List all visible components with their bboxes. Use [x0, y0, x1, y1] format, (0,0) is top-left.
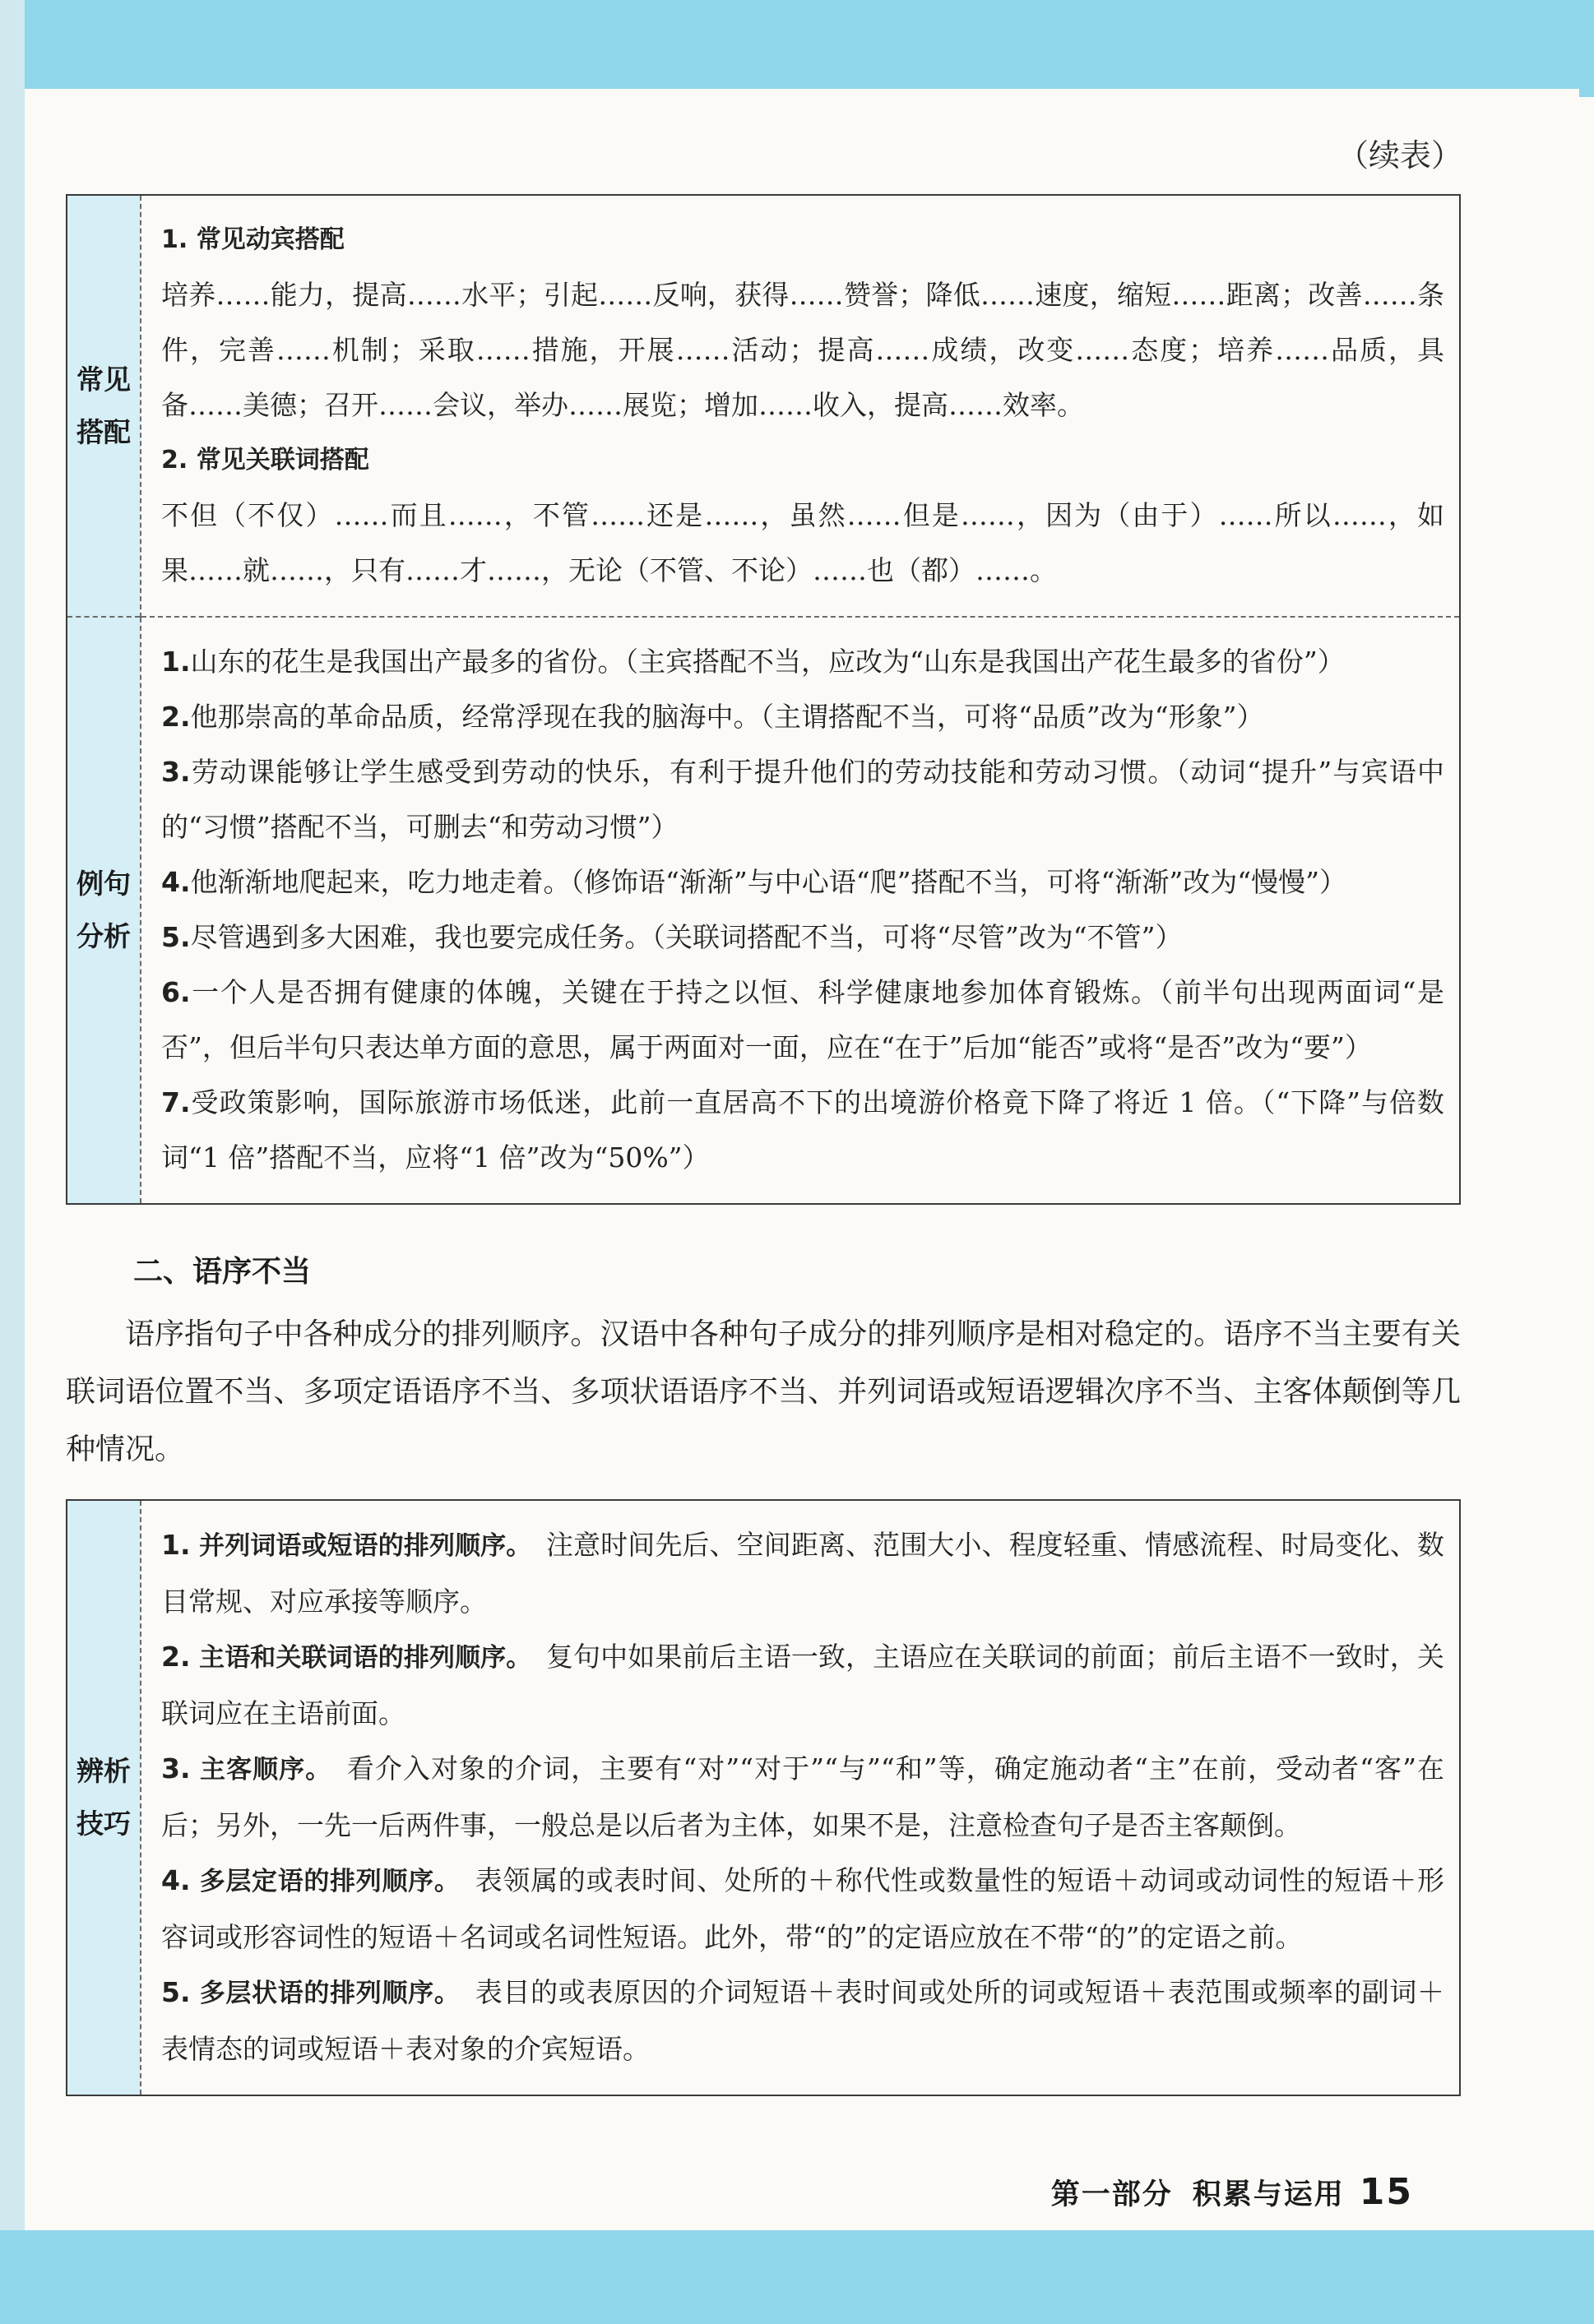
tip-item	[161, 1517, 1444, 1629]
item-number: 4.	[161, 866, 191, 898]
collocation-table	[66, 194, 1461, 1205]
continued-table-label: （续表）	[1337, 137, 1462, 174]
item-text: 受政策影响，国际旅游市场低迷，此前一直居高不下的出境游价格竟下降了将近 1 倍。（“下降”与倍数词“1 倍”搭配不当，应将“1 倍”改为“50%”）	[161, 1086, 1444, 1174]
analysis-tips-table	[66, 1499, 1461, 2096]
tip-title: 多层状语的排列顺序。	[199, 1979, 448, 2008]
tip-title: 并列词语或短语的排列顺序。	[199, 1531, 519, 1561]
item-text: 他渐渐地爬起来，吃力地走着。（修饰语“渐渐”与中心语“爬”搭配不当，可将“渐渐”改为“慢慢”）	[190, 866, 1346, 898]
row-label-line: 例句	[76, 868, 131, 900]
item-number: 2.	[161, 1641, 191, 1673]
section-paragraph: 语序指句子中各种成分的排列顺序。汉语中各种句子成分的排列顺序是相对稳定的。语序不当主要有关联词语位置不当、多项定语语序不当、多项状语语序不当、并列词语或短语逻辑次序不当、主客体颠倒等几种情况。	[66, 1317, 1461, 1466]
left-edge-band	[0, 0, 25, 2324]
row-label-line: 常见	[76, 363, 131, 396]
item-text: 山东的花生是我国出产最多的省份。（主宾搭配不当，应改为“山东是我国出产花生最多的省份”）	[190, 646, 1345, 678]
item-number: 5.	[161, 921, 191, 953]
table-row-common-collocations	[67, 195, 1460, 617]
page-footer	[1051, 2171, 1413, 2213]
example-item	[161, 965, 1444, 1075]
tip-item	[161, 1965, 1444, 2076]
tip-item	[161, 1741, 1444, 1853]
example-item	[161, 910, 1444, 965]
row-body-analysis-tips	[141, 1500, 1460, 2095]
tip-item	[161, 1629, 1444, 1741]
example-item	[161, 744, 1444, 854]
example-item	[161, 1075, 1444, 1185]
item-number: 3.	[161, 1752, 191, 1785]
tip-text: 注意时间先后、空间距离、范围大小、程度轻重、情感流程、时局变化、数目常规、对应承接等顺序。	[161, 1529, 1445, 1618]
row-label-line: 搭配	[76, 415, 131, 448]
row-label-line: 分析	[76, 920, 131, 952]
subheading-verb-object: 1. 常见动宾搭配	[161, 225, 345, 254]
tip-text: 看介入对象的介词，主要有“对”“对于”“与”“和”等，确定施动者“主”在前，受动者“客”在后；另外，一先一后两件事，一般总是以后者为主体，如果不是，注意检查句子是否主客颠倒。	[161, 1752, 1445, 1841]
row-body-common-collocations	[141, 195, 1460, 617]
item-text: 尽管遇到多大困难，我也要完成任务。（关联词搭配不当，可将“尽管”改为“不管”）	[190, 921, 1183, 953]
example-item	[161, 634, 1444, 689]
item-number: 1.	[161, 646, 191, 678]
verb-object-examples: 培养……能力，提高……水平；引起……反响，获得……赞誉；降低……速度，缩短……距离；改善……条件，完善……机制；采取……措施，开展……活动；提高……成绩，改变……态度；培养……品质，具备……美德；召开……会议，举办……展览；增加……收入，提高……效率。	[161, 279, 1444, 421]
page-number: 15	[1359, 2171, 1413, 2213]
subheading-conjunction: 2. 常见关联词搭配	[161, 446, 369, 475]
example-item	[161, 689, 1444, 744]
item-text: 劳动课能够让学生感受到劳动的快乐，有利于提升他们的劳动技能和劳动习惯。（动词“提升”与宾语中的“习惯”搭配不当，可删去“和劳动习惯”）	[161, 756, 1444, 843]
item-number: 2.	[161, 701, 191, 733]
row-label-example-analysis	[67, 617, 141, 1204]
item-text: 一个人是否拥有健康的体魄，关键在于持之以恒、科学健康地参加体育锻炼。（前半句出现两面词“是否”，但后半句只表达单方面的意思，属于两面对一面，应在“在于”后加“能否”或将“是否”改为“要”）	[161, 976, 1444, 1063]
example-item	[161, 854, 1444, 910]
footer-part: 第一部分	[1050, 2178, 1173, 2211]
tip-title: 多层定语的排列顺序。	[199, 1867, 448, 1896]
footer-section: 积累与运用	[1192, 2178, 1345, 2211]
item-number: 1.	[161, 1529, 191, 1561]
tip-item	[161, 1853, 1444, 1965]
tip-text: 表领属的或表时间、处所的＋称代性或数量性的短语＋动词或动词性的短语＋形容词或形容词性的短语＋名词或名词性短语。此外，带“的”的定语应放在不带“的”的定语之前。	[161, 1864, 1445, 1953]
row-label-line: 技巧	[76, 1808, 131, 1840]
item-text: 他那崇高的革命品质，经常浮现在我的脑海中。（主谓搭配不当，可将“品质”改为“形象”）	[190, 701, 1264, 733]
item-number: 7.	[161, 1086, 191, 1118]
item-number: 4.	[161, 1864, 191, 1896]
tip-text: 表目的或表原因的介词短语＋表时间或处所的词或短语＋表范围或频率的副词＋表情态的词或短语＋表对象的介宾短语。	[161, 1976, 1445, 2065]
table-row-analysis-tips	[67, 1500, 1460, 2095]
item-number: 5.	[161, 1976, 191, 2008]
bottom-color-band	[0, 2230, 1594, 2324]
item-number: 6.	[161, 976, 191, 1008]
tip-title: 主客顺序。	[200, 1755, 319, 1785]
tip-title: 主语和关联词语的排列顺序。	[199, 1643, 519, 1673]
table-row-example-analysis	[67, 617, 1460, 1204]
item-number: 3.	[161, 756, 191, 788]
section-heading: 二、语序不当	[133, 1255, 312, 1289]
row-body-example-analysis	[141, 617, 1460, 1204]
row-label-common-collocations	[67, 195, 141, 617]
top-color-band	[0, 0, 1594, 97]
row-label-line: 辨析	[76, 1755, 131, 1787]
conjunction-examples: 不但（不仅）……而且……，不管……还是……，虽然……但是……，因为（由于）……所以……，如果……就……，只有……才……，无论（不管、不论）……也（都）……。	[161, 499, 1444, 586]
row-label-analysis-tips	[67, 1500, 141, 2095]
tip-text: 复句中如果前后主语一致，主语应在关联词的前面；前后主语不一致时，关联词应在主语前面。	[161, 1641, 1445, 1729]
